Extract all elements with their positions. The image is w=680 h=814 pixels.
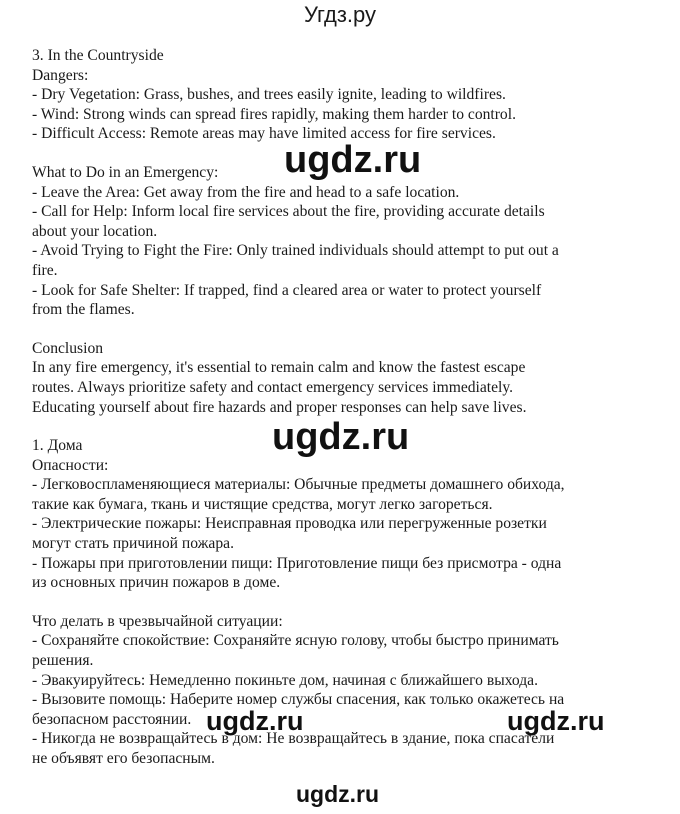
ru-action-item: - Эвакуируйтесь: Немедленно покиньте дом, начиная с ближайшего выхода. — [32, 671, 539, 689]
action-item: - Call for Help: Inform local fire services about the fire, providing accurate details — [32, 203, 545, 221]
ru-danger-item-cont: такие как бумага, ткань и чистящие средства, могут легко загореться. — [32, 495, 493, 513]
action-item-cont: fire. — [32, 261, 58, 279]
conclusion-line: In any fire emergency, it's essential to remain calm and know the fastest escape — [32, 359, 526, 377]
danger-item: - Wind: Strong winds can spread fires rapidly, making them harder to control. — [32, 105, 516, 123]
ru-danger-item: - Пожары при приготовлении пищи: Приготовление пищи без присмотра - одна — [32, 554, 562, 572]
ru-dangers-heading: Опасности: — [32, 456, 109, 474]
ru-emergency-heading: Что делать в чрезвычайной ситуации: — [32, 612, 283, 630]
ru-danger-item: - Легковоспламеняющиеся материалы: Обычные предметы домашнего обихода, — [32, 476, 565, 494]
conclusion-line: Educating yourself about fire hazards and proper responses can help save lives. — [32, 398, 527, 416]
ru-action-item-cont: не объявят его безопасным. — [32, 750, 215, 767]
section-title-home: 1. Дома — [32, 437, 83, 455]
action-item: - Look for Safe Shelter: If trapped, find a cleared area or water to protect yourself — [32, 281, 542, 299]
action-item: - Leave the Area: Get away from the fire and head to a safe location. — [32, 183, 460, 201]
footer-watermark: ugdz.ru — [296, 781, 380, 807]
watermark: ugdz.ru — [507, 706, 605, 736]
danger-item: - Difficult Access: Remote areas may have limited access for fire services. — [32, 125, 496, 143]
watermark: ugdz.ru — [272, 416, 410, 458]
ru-action-item: - Никогда не возвращайтесь в дом: Не возвращайтесь в здание, пока спасатели — [32, 730, 555, 748]
watermark: ugdz.ru — [284, 139, 422, 181]
ru-danger-item: - Электрические пожары: Неисправная проводка или перегруженные розетки — [32, 515, 547, 533]
ru-action-item: - Сохраняйте спокойствие: Сохраняйте ясную голову, чтобы быстро принимать — [32, 632, 559, 650]
ru-danger-item-cont: из основных причин пожаров в доме. — [32, 574, 281, 592]
ru-danger-item-cont: могут стать причиной пожара. — [32, 535, 234, 553]
conclusion-line: routes. Always prioritize safety and contact emergency services immediately. — [32, 378, 514, 396]
action-item: - Avoid Trying to Fight the Fire: Only trained individuals should attempt to put out a — [32, 242, 559, 260]
action-item-cont: from the flames. — [32, 301, 135, 319]
conclusion-heading: Conclusion — [32, 339, 104, 357]
site-title: Угдз.ру — [303, 2, 377, 27]
ru-action-item-cont: безопасном расстоянии. — [32, 710, 192, 728]
section-title-countryside: 3. In the Countryside — [32, 47, 164, 64]
emergency-heading: What to Do in an Emergency: — [32, 163, 219, 181]
ru-action-item: - Вызовите помощь: Наберите номер службы спасения, как только окажетесь на — [32, 691, 565, 709]
danger-item: - Dry Vegetation: Grass, bushes, and trees easily ignite, leading to wildfires. — [32, 86, 506, 104]
ru-action-item-cont: решения. — [32, 652, 94, 670]
dangers-heading: Dangers: — [32, 66, 89, 84]
action-item-cont: about your location. — [32, 222, 158, 240]
watermark: ugdz.ru — [206, 706, 304, 736]
